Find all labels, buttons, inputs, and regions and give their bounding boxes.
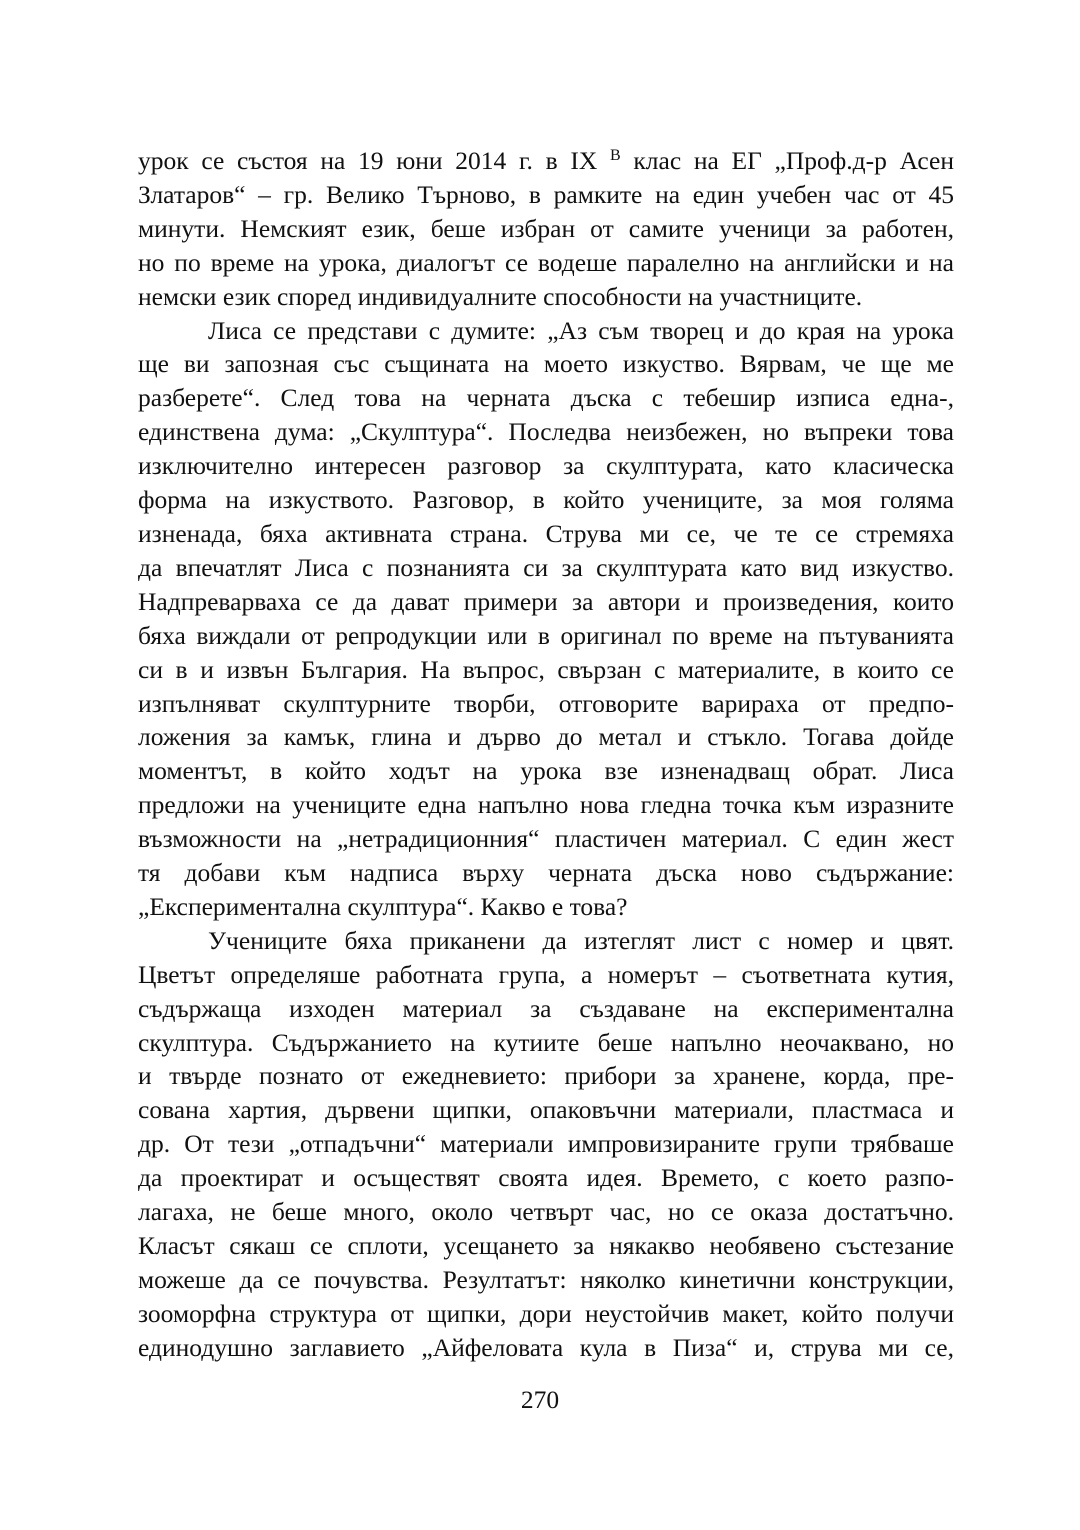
text-line: Цветът определяше работната група, а номерът – съответната кутия, bbox=[138, 959, 954, 989]
text-line: да впечатлят Лиса с познанията си за скулптурата като вид изкуство. bbox=[138, 552, 954, 582]
text-line: „Експериментална скулптура“. Какво е това? bbox=[138, 891, 628, 921]
text-line: единствена дума: „Скулптура“. Последва неизбежен, но въпреки това bbox=[138, 417, 954, 447]
text-line: ще ви запозная със същината на моето изкуство. Вярвам, че ще ме bbox=[138, 349, 954, 379]
text-line: Учениците бяха приканени да изтеглят лист с номер и цвят. bbox=[208, 925, 954, 955]
text-line: немски език според индивидуалните способности на участниците. bbox=[138, 281, 863, 311]
text-line: и твърде познато от ежедневието: прибори за хранене, корда, пре- bbox=[138, 1061, 954, 1091]
text-line: предложи на учениците една напълно нова гледна точка към изразните bbox=[138, 790, 954, 820]
text-line: лагаха, не беше много, около четвърт час, но се оказа достатъчно. bbox=[138, 1197, 954, 1227]
text-line: др. От тези „отпадъчни“ материали импровизираните групи трябваше bbox=[138, 1129, 954, 1159]
text-line: минути. Немският език, беше избран от самите ученици за работен, bbox=[138, 213, 954, 243]
text-line: Лиса се представи с думите: „Аз съм творец и до края на урока bbox=[208, 315, 954, 345]
text-line: но по време на урока, диалогът се водеше паралелно на английски и на bbox=[138, 247, 954, 277]
text-line: моментът, в който ходът на урока взе изненадващ обрат. Лиса bbox=[138, 756, 954, 786]
text-line: възможности на „нетрадиционния“ пластичен материал. С един жест bbox=[138, 824, 954, 854]
text-line: изпълняват скулптурните творби, отговорите варираха от предпо- bbox=[138, 688, 954, 718]
text-line: бяха виждали от репродукции или в оригинал по време на пътуванията bbox=[138, 620, 954, 650]
text-line: изключително интересен разговор за скулптурата, като класическа bbox=[138, 451, 954, 481]
text-line: единодушно заглавието „Айфеловата кула в Пиза“ и, струва ми се, bbox=[138, 1332, 954, 1362]
paragraph-3 bbox=[138, 924, 954, 1365]
text-line: зооморфна структура от щипки, дори неустойчив макет, който получи bbox=[138, 1298, 954, 1328]
superscript-class-letter: В bbox=[610, 147, 621, 164]
text-line: Надпреварваха се да дават примери за автори и произведения, които bbox=[138, 586, 954, 616]
body-text bbox=[138, 144, 954, 1365]
text-line: тя добави към надписа върху черната дъска ново съдържание: bbox=[138, 858, 954, 888]
text-line: ложения за камък, глина и дърво до метал и стъкло. Тогава дойде bbox=[138, 722, 954, 752]
text-line: форма на изкуството. Разговор, в който учениците, за моя голяма bbox=[138, 485, 954, 515]
text-line: урок се състоя на 19 юни 2014 г. в IX $^В$ клас на ЕГ „Проф.д-р Асен bbox=[138, 146, 954, 175]
text-line: изненада, бяха активната страна. Струва ми се, че те се стремяха bbox=[138, 518, 954, 548]
text-line: си в и извън България. На въпрос, свързан с материалите, в които се bbox=[138, 654, 954, 684]
text-line: разберете“. След това на черната дъска с тебешир изписа една-, bbox=[138, 383, 954, 413]
paragraph-1 bbox=[138, 144, 954, 314]
text-line: сована хартия, дървени щипки, опаковъчни материали, пластмаса и bbox=[138, 1095, 954, 1125]
text-line: съдържаща изходен материал за създаване на експериментална bbox=[138, 993, 954, 1023]
text-line: можеше да се почувства. Резултатът: няколко кинетични конструкции, bbox=[138, 1264, 954, 1294]
paragraph-2 bbox=[138, 314, 954, 924]
text-line: скулптура. Съдържанието на кутиите беше напълно неочаквано, но bbox=[138, 1027, 954, 1057]
page-number: 270 bbox=[520, 1385, 560, 1414]
text-line: Класът сякаш се сплоти, усещането за някакво необявено състезание bbox=[138, 1231, 954, 1260]
text-line: да проектират и осъществят своята идея. Времето, с което разпо- bbox=[138, 1163, 954, 1193]
text-line: Златаров“ – гр. Велико Търново, в рамките на един учебен час от 45 bbox=[138, 179, 954, 209]
